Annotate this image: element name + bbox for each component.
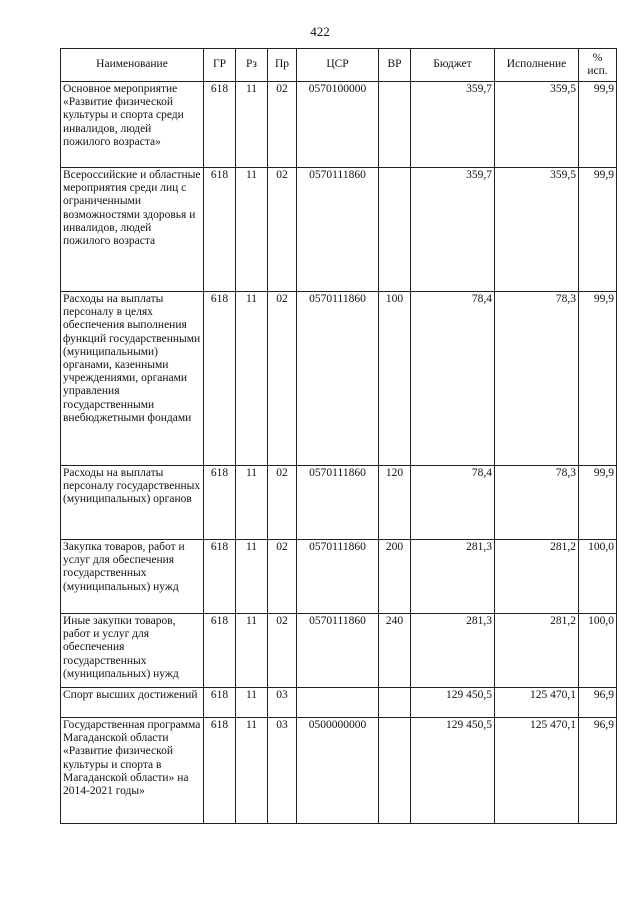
row-rz: 11 (236, 292, 268, 466)
row-percent: 99,9 (579, 82, 617, 168)
row-gr: 618 (204, 292, 236, 466)
row-name: Расходы на выплаты персоналу в целях обеспечения выполнения функций государственными (муниципальными) органами, казенными учреждениями, органами управления государственными внебюджетными фондами (61, 292, 204, 466)
row-budget: 281,3 (411, 540, 495, 614)
table-row (61, 168, 617, 292)
row-rz: 11 (236, 82, 268, 168)
row-gr: 618 (204, 466, 236, 540)
row-percent: 99,9 (579, 466, 617, 540)
row-budget: 78,4 (411, 466, 495, 540)
header-percent-symbol: % (592, 51, 603, 64)
row-pr: 02 (268, 614, 297, 688)
row-name: Иные закупки товаров, работ и услуг для обеспечения государственных (муниципальных) нужд (61, 614, 204, 688)
table-row (61, 292, 617, 466)
row-vr: 100 (379, 292, 411, 466)
row-name: Расходы на выплаты персоналу государственных (муниципальных) органов (61, 466, 204, 540)
row-execution: 281,2 (495, 540, 579, 614)
row-csr: 0570100000 (297, 82, 379, 168)
row-name: Всероссийские и областные мероприятия среди лиц с ограниченными возможностями здоровья и инвалидов, людей пожилого возраста (61, 168, 204, 292)
row-pr: 02 (268, 466, 297, 540)
row-csr: 0570111860 (297, 614, 379, 688)
row-execution: 78,3 (495, 466, 579, 540)
row-rz: 11 (236, 168, 268, 292)
row-vr: 120 (379, 466, 411, 540)
row-vr: 240 (379, 614, 411, 688)
header-execution: Исполнение (495, 49, 579, 82)
table-row (61, 540, 617, 614)
row-name: Основное мероприятие «Развитие физической культуры и спорта среди инвалидов, людей пожилого возраста» (61, 82, 204, 168)
row-pr: 02 (268, 540, 297, 614)
row-name: Закупка товаров, работ и услуг для обеспечения государственных (муниципальных) нужд (61, 540, 204, 614)
row-percent: 99,9 (579, 168, 617, 292)
row-execution: 125 470,1 (495, 688, 579, 718)
row-execution: 281,2 (495, 614, 579, 688)
row-budget: 129 450,5 (411, 688, 495, 718)
row-pr: 03 (268, 688, 297, 718)
row-gr: 618 (204, 540, 236, 614)
row-name: Государственная программа Магаданской области «Развитие физической культуры и спорта в Магаданской области» на 2014-2021 годы» (61, 718, 204, 824)
row-rz: 11 (236, 466, 268, 540)
row-budget: 359,7 (411, 82, 495, 168)
row-percent: 100,0 (579, 540, 617, 614)
row-rz: 11 (236, 614, 268, 688)
budget-table (60, 48, 617, 824)
header-budget: Бюджет (411, 49, 495, 82)
row-csr: 0500000000 (297, 718, 379, 824)
row-vr: 200 (379, 540, 411, 614)
row-budget: 78,4 (411, 292, 495, 466)
row-csr: 0570111860 (297, 540, 379, 614)
table-row (61, 688, 617, 718)
row-pr: 02 (268, 292, 297, 466)
header-vr: ВР (379, 49, 411, 82)
row-vr (379, 82, 411, 168)
row-rz: 11 (236, 718, 268, 824)
header-percent-label: исп. (587, 65, 608, 77)
row-pr: 02 (268, 82, 297, 168)
row-execution: 125 470,1 (495, 718, 579, 824)
header-name: Наименование (61, 49, 204, 82)
row-vr (379, 718, 411, 824)
row-budget: 129 450,5 (411, 718, 495, 824)
row-csr: 0570111860 (297, 466, 379, 540)
row-percent: 100,0 (579, 614, 617, 688)
row-csr: 0570111860 (297, 168, 379, 292)
row-execution: 359,5 (495, 82, 579, 168)
row-rz: 11 (236, 688, 268, 718)
row-csr (297, 688, 379, 718)
row-gr: 618 (204, 82, 236, 168)
row-execution: 359,5 (495, 168, 579, 292)
row-vr (379, 168, 411, 292)
row-percent: 96,9 (579, 718, 617, 824)
page-number: 422 (310, 24, 330, 39)
row-gr: 618 (204, 168, 236, 292)
row-csr: 0570111860 (297, 292, 379, 466)
row-percent: 99,9 (579, 292, 617, 466)
row-budget: 359,7 (411, 168, 495, 292)
header-rz: Рз (236, 49, 268, 82)
row-percent: 96,9 (579, 688, 617, 718)
header-csr: ЦСР (297, 49, 379, 82)
row-gr: 618 (204, 718, 236, 824)
header-gr: ГР (204, 49, 236, 82)
header-pr: Пр (268, 49, 297, 82)
row-rz: 11 (236, 540, 268, 614)
table-row (61, 614, 617, 688)
row-vr (379, 688, 411, 718)
table-row (61, 82, 617, 168)
row-name: Спорт высших достижений (61, 688, 204, 718)
row-execution: 78,3 (495, 292, 579, 466)
row-gr: 618 (204, 688, 236, 718)
row-gr: 618 (204, 614, 236, 688)
table-row (61, 466, 617, 540)
row-pr: 03 (268, 718, 297, 824)
header-percent (579, 49, 617, 82)
row-pr: 02 (268, 168, 297, 292)
table-header-row (61, 49, 617, 82)
row-budget: 281,3 (411, 614, 495, 688)
table-row (61, 718, 617, 824)
